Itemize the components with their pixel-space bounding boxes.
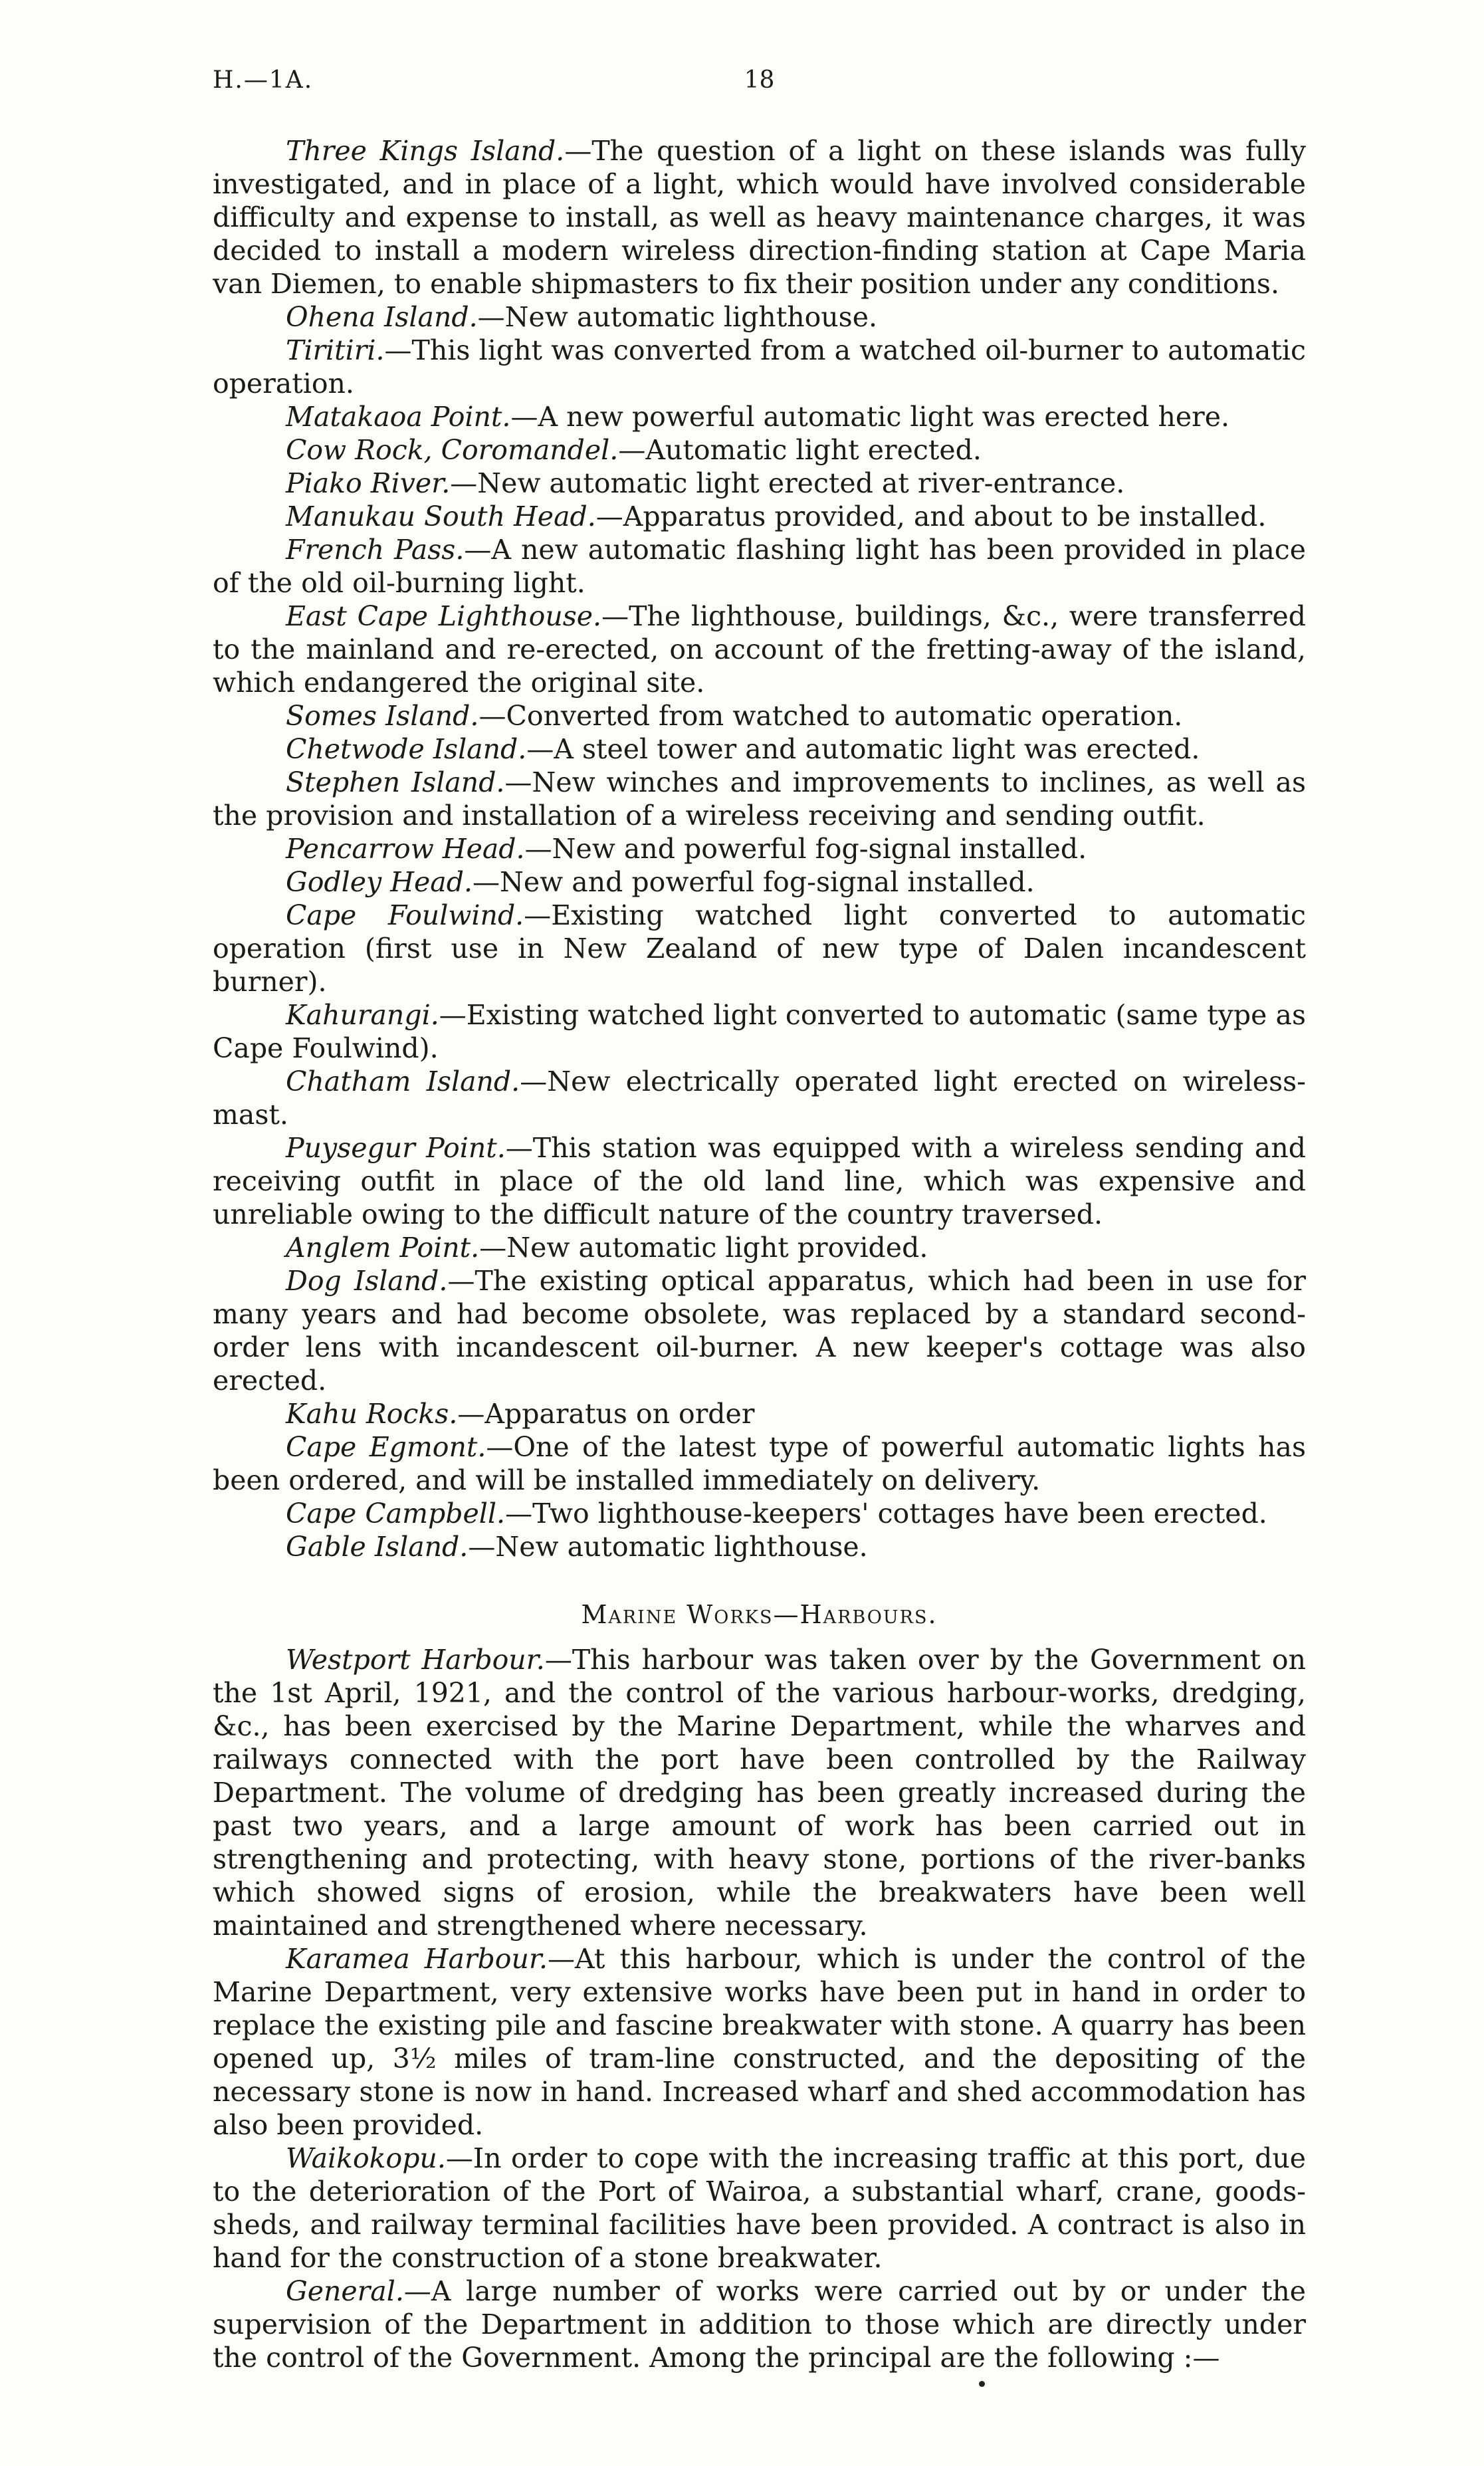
harbour-entry [213,1643,1306,1942]
light-entry-place: Matakaoa Point. [286,401,511,433]
light-entry-place: Kahurangi. [286,999,439,1031]
light-entry-place: Cape Campbell. [286,1498,506,1529]
light-entry-place: Chatham Island. [286,1065,520,1097]
light-entry-text: —New automatic lighthouse. [477,301,878,333]
light-entry [213,732,1306,766]
harbour-entry-text: —At this harbour, which is under the control of the Marine Department, very extensive works have been put in hand in order to replace the existing pile and fascine breakwater with stone. A quarry has been opened up, 3½ miles of tram-line constructed, and the depositing of the necessary stone is now in hand. Increased wharf and shed accommodation has also been provided. [213,1943,1307,2141]
light-entry-place: Three Kings Island. [286,135,565,167]
light-entry-text: —The lighthouse, buildings, &c., were transferred to the mainland and re-erected, on account of the fretting-away of the island, which endangered the original site. [213,600,1306,699]
harbour-entry-text: —A large number of works were carried out by or under the supervision of the Department in addition to those which are directly under the control of the Government. Among the principal are the following :— [213,2275,1306,2374]
light-entry [213,500,1306,533]
harbours-list [213,1643,1306,2374]
light-entry-text: —The existing optical apparatus, which had been in use for many years and had become obsolete, was replaced by a standard second-order lens with incandescent oil-burner. A new keeper's cottage was also erected. [213,1265,1306,1397]
harbour-entry-place: General. [286,2275,404,2307]
light-entry-text: —Existing watched light converted to automatic (same type as Cape Foulwind). [213,999,1306,1064]
light-entry [213,334,1306,400]
light-entry [213,1131,1306,1231]
light-entry-place: Stephen Island. [286,766,505,798]
light-entry [213,1264,1306,1397]
light-entry [213,1530,1306,1563]
document-id: H.—1A. [213,66,314,94]
light-entry [213,134,1306,300]
light-entry-place: Gable Island. [286,1531,469,1563]
harbour-entry [213,1942,1306,2142]
light-entry [213,300,1306,334]
light-entry [213,433,1306,467]
light-entry-text: —Two lighthouse-keepers' cottages have been erected. [505,1498,1267,1529]
light-entry-text: —The question of a light on these islands was fully investigated, and in place of a light, which would have involved considerable difficulty and expense to install, as well as heavy maintenance charges, it was decided to install a modern wireless direction-finding station at Cape Maria van Diemen, to enable shipmasters to fix their position under any conditions. [213,135,1307,300]
stray-mark [979,2381,985,2387]
light-entry [213,899,1306,998]
light-entry [213,600,1306,699]
light-entry-text: —This light was converted from a watched oil-burner to automatic operation. [213,334,1306,399]
light-entry-place: Cape Foulwind. [286,899,524,931]
light-entry [213,998,1306,1065]
light-entry-place: Cape Egmont. [286,1431,486,1463]
page-number: 18 [744,66,775,94]
harbour-entry-text: —In order to cope with the increasing traffic at this port, due to the deterioration of the Port of Wairoa, a substantial wharf, crane, goods-sheds, and railway terminal facilities have been provided. A contract is also in hand for the construction of a stone breakwater. [213,2142,1306,2274]
light-entry-text: —A new powerful automatic light was erected here. [510,401,1230,433]
harbour-entry-place: Karamea Harbour. [286,1943,548,1975]
light-entry-text: —New winches and improvements to inclines, as well as the provision and installation of a wireless receiving and sending outfit. [213,766,1306,832]
light-entry-text: —One of the latest type of powerful automatic lights has been ordered, and will be installed immediately on delivery. [213,1431,1306,1496]
light-entry [213,1231,1306,1264]
light-entry-text: —A steel tower and automatic light was erected. [526,733,1200,765]
light-entry-text: —Automatic light erected. [618,434,982,466]
light-entry-place: Tiritiri. [286,334,385,366]
harbour-entry [213,2275,1306,2374]
light-entry-text: —New automatic lighthouse. [468,1531,868,1563]
light-entry [213,1397,1306,1430]
section-heading: Marine Works—Harbours. [581,1600,938,1629]
light-entry-text: —New and powerful fog-signal installed. [473,866,1035,898]
light-entry-text: —New electrically operated light erected on wireless-mast. [213,1065,1306,1131]
light-entry [213,699,1306,732]
light-entry-text: —New automatic light erected at river-entrance. [450,467,1125,499]
light-entry-text: —Apparatus on order [457,1398,755,1430]
light-entry-text: —Converted from watched to automatic operation. [478,700,1183,732]
light-entry-place: Puysegur Point. [286,1132,506,1164]
harbour-entry-place: Waikokopu. [286,2142,446,2174]
harbour-entry-text: —This harbour was taken over by the Government on the 1st April, 1921, and the control of the various harbour-works, dredging, &c., has been exercised by the Marine Department, while the wharves and railways connected with the port have been controlled by the Railway Department. The volume of dredging has been greatly increased during the past two years, and a large amount of work has been carried out in strengthening and protecting, with heavy stone, portions of the river-banks which showed signs of erosion, while the breakwaters have been well maintained and strengthened where necessary. [213,1644,1306,1942]
light-entry-place: Dog Island. [286,1265,448,1297]
light-entry-place: Piako River. [286,467,451,499]
light-entry-place: Chetwode Island. [286,733,527,765]
light-entry-place: Cow Rock, Coromandel. [286,434,619,466]
light-entry-text: —New automatic light provided. [479,1232,928,1264]
light-entry-text: —Existing watched light converted to automatic operation (first use in New Zealand of new type of Dalen incandescent burner). [213,899,1306,998]
page-header [213,66,1306,113]
light-entry [213,1065,1306,1131]
light-entry-text: —Apparatus provided, and about to be installed. [595,501,1267,532]
harbour-entry [213,2142,1306,2275]
light-entry-text: —New and powerful fog-signal installed. [524,833,1087,865]
light-entry [213,1497,1306,1530]
light-entry-place: Kahu Rocks. [286,1398,458,1430]
light-entry-place: Ohena Island. [286,301,478,333]
light-entry-place: French Pass. [286,534,465,566]
light-entry [213,832,1306,865]
light-entry [213,533,1306,600]
light-entry [213,766,1306,832]
body-text [213,134,1306,2374]
light-entry [213,467,1306,500]
light-entry-text: —A new automatic flashing light has been provided in place of the old oil-burning light. [213,534,1306,599]
light-entry-place: Godley Head. [286,866,473,898]
harbour-entry-place: Westport Harbour. [286,1644,545,1676]
light-entry-place: Pencarrow Head. [286,833,525,865]
light-entry-place: Anglem Point. [286,1232,480,1264]
light-entry [213,400,1306,433]
light-entry-text: —This station was equipped with a wireless sending and receiving outfit in place of the old land line, which was expensive and unreliable owing to the difficult nature of the country traversed. [213,1132,1306,1230]
light-entry-place: Somes Island. [286,700,479,732]
light-entry [213,865,1306,899]
lights-list [213,134,1306,1563]
light-entry [213,1430,1306,1497]
light-entry-place: Manukau South Head. [286,501,596,532]
light-entry-place: East Cape Lighthouse. [286,600,602,632]
